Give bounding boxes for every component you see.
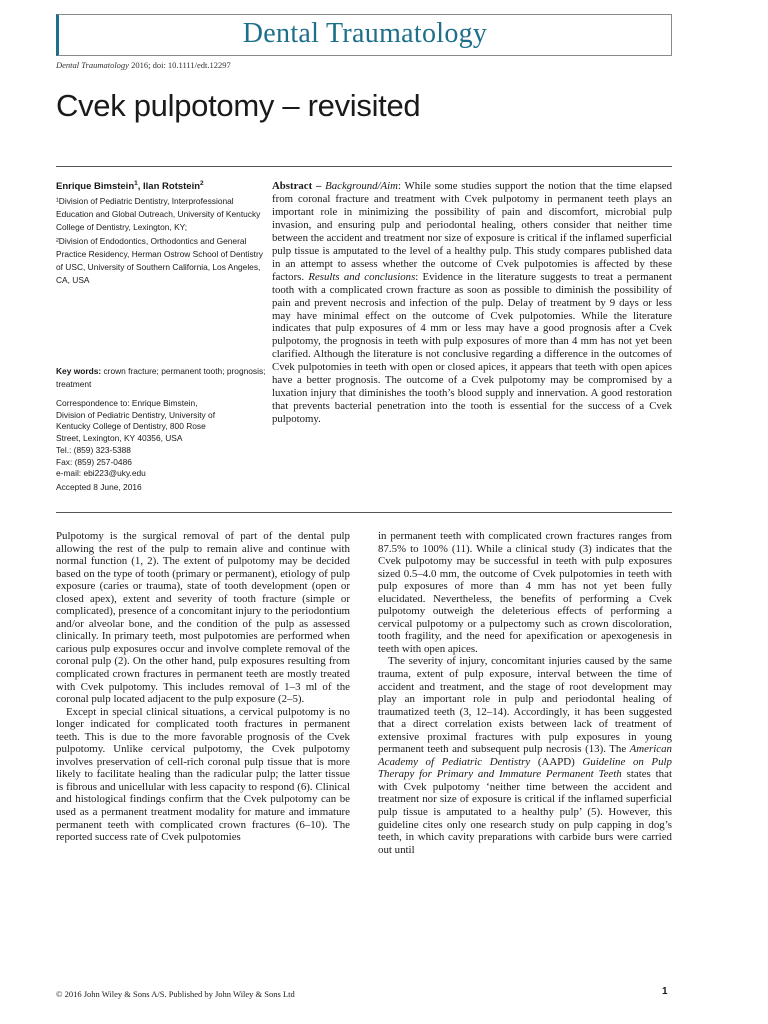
body-text: (AAPD) [530,755,583,768]
correspondence-line: Fax: (859) 257-0486 [56,456,132,467]
body-column-left [56,530,350,844]
journal-title: Dental Traumatology [242,18,488,49]
body-paragraph: Except in special clinical situations, a cervical pulpotomy is no longer indicated for complicated tooth fractures in permanent teeth. This is due to the more favorable prognosis of the Cvek pulpotomy. Unlike cervical pulpotomy, the Cvek pulpotomy involves preservation of cell-rich coronal pulp tissue that is more likely to facilitate healing than the radicular pulp; the latter tissue is fibrous and unicellular with less capacity to respond (6). Clinical and histological findings confirm that the Cvek pulpotomy can be used as a permanent treatment modality for mature and immature permanent teeth with complicated crown fractures (6–10). The reported success rate of Cvek pulpotomies [56,705,350,844]
body-paragraph: in permanent teeth with complicated crown fractures ranges from 87.5% to 100% (11). While a clinical study (3) indicates that the Cvek pulpotomy may be successful in teeth with pulp exposures sized 0.5–4.0 mm, the outcome of Cvek pulpotomies in teeth with pulp exposures of more than 4 mm has not yet been fully elucidated. Nevertheless, the benefits of performing a Cvek pulpotomy outweigh the deleterious effects of performing a cervical pulpotomy or a pulpectomy such as crown discoloration, tooth fragility, and the need for apexification or apexogenesis in teeth with open apices. [378,530,672,655]
keywords-label: Key words: [56,366,102,376]
correspondence-line: Correspondence to: Enrique Bimstein, [56,398,198,408]
journal-header-box [56,14,672,56]
body-paragraph: Pulpotomy is the surgical removal of part of the dental pulp allowing the rest of the pulp to remain alive and continue with normal function (1, 2). The extent of pulpotomy may be decided based on the type of tooth (primary or permanent), etiology of pulp exposure (caries or trauma), state of tooth development (open or closed apex), extent and severity of tooth fracture (simple or complicated), presence of a concomitant injury to the periodontium and/or alveolar bone, and the condition of the pulp as assessed clinically. In primary teeth, most pulpotomies are performed when carious pulp exposures occur and involve complete removal of the coronal pulp (2). On the other hand, pulp exposures resulting from complicated crown fractures in permanent teeth are mostly treated with Cvek pulpotomy. This includes removal of 1–3 ml of the coronal pulp located adjacent to the pulp exposure (2–5). [56,530,350,706]
author-name: Ilan Rotstein [143,181,201,193]
organization-name: American Academy of Pediatric Dentistry [378,743,672,768]
copyright-notice: © 2016 John Wiley & Sons A/S. Published by John Wiley & Sons Ltd [56,989,295,999]
guideline-title: Guideline on Pulp Therapy for Primary and Immature Permanent Teeth [378,755,673,781]
page-number: 1 [662,986,668,997]
keywords-text: crown fracture; permanent tooth; prognosis; treatment [56,366,266,389]
body-column-right [378,530,672,856]
body-text: The severity of injury, concomitant injuries caused by the same trauma, extent of pulp exposure, interval between the time of accident and treatment, and the stage of root development may play an important role in pulp and periodontal healing of traumatized teeth (3, 12–14). Accordingly, it has been suggested that a direct correlation exists between lack of treatment of extensive proximal fractures with pulp exposures in young permanent teeth and subsequent pulp necrosis (13). The [378,655,672,756]
correspondence-email: e-mail: ebi223@uky.edu [56,468,146,479]
correspondence-line: Division of Pediatric Dentistry, University of [56,409,216,420]
article-title: Cvek pulpotomy – revisited [56,88,421,123]
affiliations [56,195,266,287]
abstract-background-text: : While some studies support the notion that the time elapsed from coronal fracture and treatment with Cvek pulpotomy in permanent teeth plays an important role in minimizing the possibility of pain and discomfort, microbial pulp invasion, and ensuring pulp and periodontal healing, others consider that neither time between the accident and treatment nor size of exposure is critical if the inflamed superficial pulp tissue is amputated to the level of a healthy pulp. This study compares published data in an attempt to assess whether the outcome of Cvek pulpotomies is affected by these factors. [272,180,672,283]
accepted-date: Accepted 8 June, 2016 [56,482,142,492]
correspondence-line: Tel.: (859) 323-5388 [56,444,131,455]
body-text: states that with Cvek pulpotomy ‘neither time between the accident and treatment nor size of exposure is critical if the inflamed superficial pulp tissue is amputated to a healthy pulp’ (5). However, this guideline cites only one research study on pulp capping in dog’s teeth, in which cavity preparations with carbide burs were carried out until [378,768,672,856]
citation-line [56,60,231,70]
affiliation: ¹Division of Pediatric Dentistry, Interprofessional Education and Global Outreach, University of Kentucky College of Dentistry, Lexington, KY; [56,196,261,233]
abstract-results-label: Results and conclusions [308,270,416,283]
body-paragraph [378,655,672,856]
author-affiliation-marker: 1 [134,180,138,187]
citation-journal-name: Dental Traumatology [56,60,129,70]
author-name: Enrique Bimstein [56,181,135,193]
abstract-label: Abstract – [272,180,326,192]
abstract-results-text: : Evidence in the literature suggests to treat a permanent tooth with a complicated crown fracture as soon as possible to diminish the possibility of pain and prevent necrosis and infection of the pulp. Delay of treatment by 9 days or less may have minimal effect on the outcome of Cvek pulpotomies. While the literature indicates that pulp exposures of 4 mm or less may have a good prognosis after a Cvek pulpotomy, the prognosis in teeth with pulp exposures of more than 4 mm has not yet been clarified. Although the literature is not conclusive regarding a difference in the outcomes of Cvek pulpotomies in teeth with open or closed apices, it appears that teeth with open apices have a better prognosis. The outcome of a Cvek pulpotomy may be compromised by a luxation injury that diminishes the tooth’s blood supply and innervation. A good restoration that prevents bacterial penetration into the tooth is essential for the success of a Cvek pulpotomy. [272,270,673,426]
affiliation: ²Division of Endodontics, Orthodontics and General Practice Residency, Herman Ostrow School of Dentistry of USC, University of Southern California, Los Angeles, CA, USA [56,235,263,286]
author-list [56,180,204,192]
correspondence [56,398,266,480]
author-separator: , [137,181,144,193]
correspondence-line: Kentucky College of Dentistry, 800 Rose [56,421,206,432]
keywords [56,365,266,391]
abstract-background-label: Background/Aim [325,180,398,192]
correspondence-line: Street, Lexington, KY 40356, USA [56,433,183,444]
header-divider [56,166,672,167]
abstract-divider [56,512,672,513]
abstract [272,180,672,426]
author-affiliation-marker: 2 [200,180,204,187]
citation-doi: 2016; doi: 10.1111/edt.12297 [128,60,231,70]
